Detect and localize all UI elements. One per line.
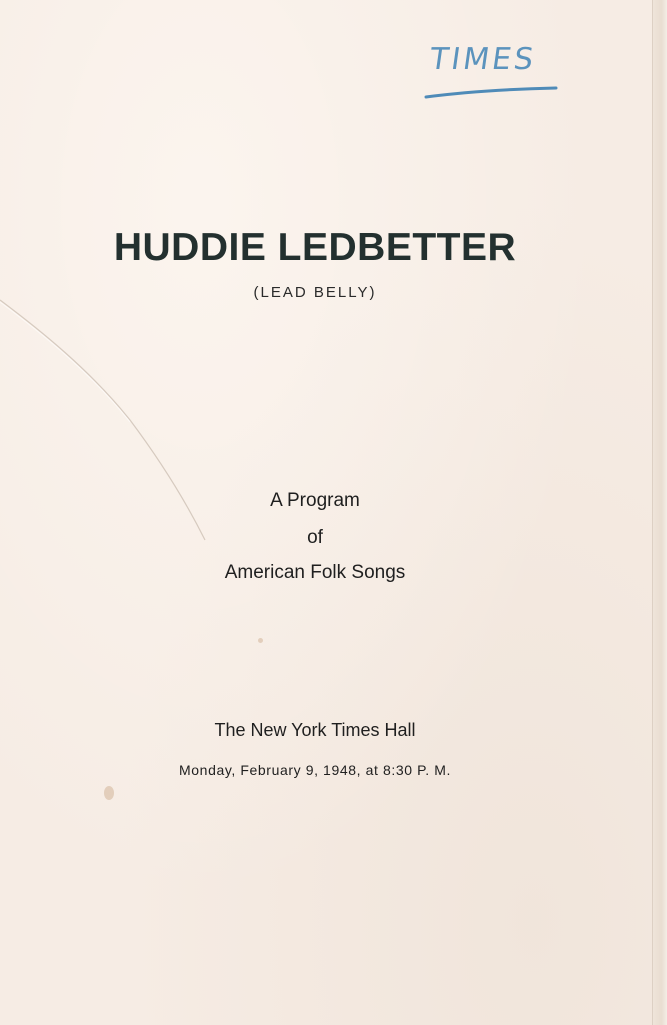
performer-name: HUDDIE LEDBETTER [113,226,517,269]
paper-stain [258,638,263,643]
program-heading-line-1: A Program [270,490,360,511]
paper-stain [104,786,114,800]
handwritten-times-label: TIMES [427,42,539,77]
program-heading-line-3: American Folk Songs [224,562,406,583]
venue-name: The New York Times Hall [214,720,416,740]
program-heading-line-2: of [307,527,323,548]
event-date-time: Monday, February 9, 1948, at 8:30 P. M. [179,762,451,778]
handwritten-annotation [424,42,564,102]
handwritten-underline [424,86,564,100]
page-edge [652,0,667,1025]
performer-alias: (LEAD BELLY) [253,284,377,301]
